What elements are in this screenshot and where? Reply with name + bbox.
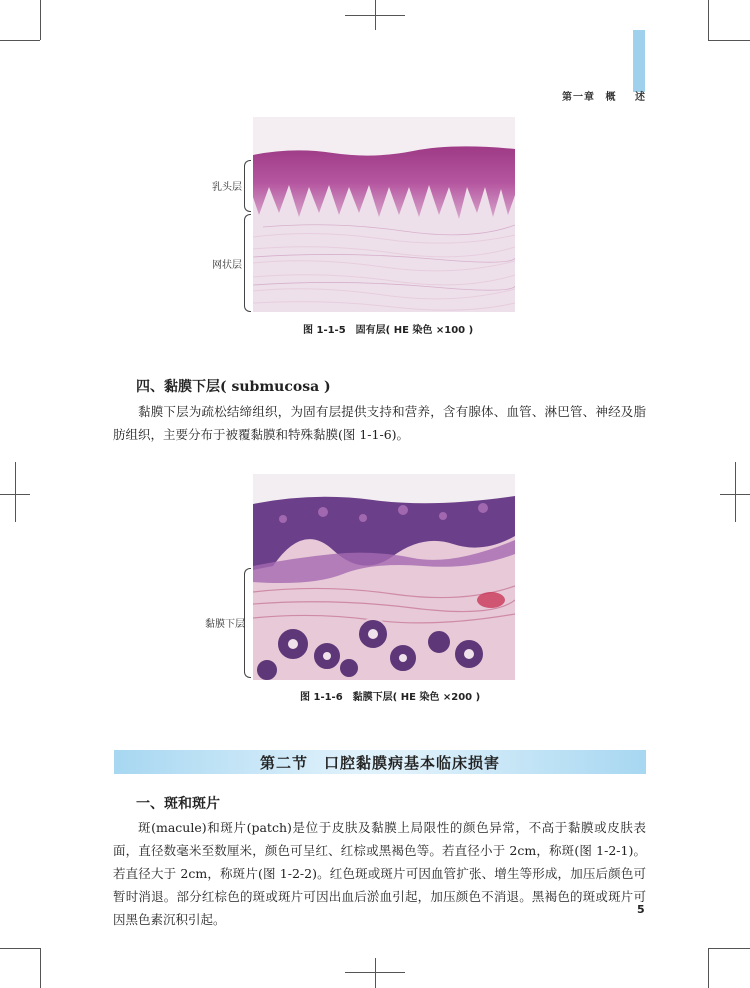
crop-mark (375, 958, 376, 988)
reticular-layer-label: 网状层 (212, 260, 242, 271)
running-header (556, 88, 646, 103)
reticular-layer-bracket (244, 214, 251, 312)
crop-mark (40, 0, 41, 40)
chapter-title-part1: 概 (605, 92, 617, 103)
figure-1-1-6-micrograph (253, 474, 515, 680)
section-heading-submucosa: 四、黏膜下层( submucosa ) (136, 379, 331, 395)
crop-mark (708, 0, 709, 40)
chapter-tab-bar (633, 30, 645, 92)
crop-mark (40, 948, 41, 988)
chapter-number: 第一章 (562, 92, 596, 103)
section-heading-macule: 一、斑和斑片 (136, 796, 220, 812)
figure-1-1-5-micrograph (253, 117, 515, 312)
papillary-layer-label: 乳头层 (212, 182, 242, 193)
crop-mark (735, 462, 736, 522)
chapter-title-part2: 述 (635, 92, 646, 103)
submucosa-label: 黏膜下层 (205, 619, 245, 630)
crop-mark (708, 40, 750, 41)
section-title: 第二节 口腔黏膜病基本临床损害 (259, 753, 500, 772)
crop-mark (0, 494, 30, 495)
section-title-banner (114, 750, 646, 774)
crop-mark (708, 948, 709, 988)
crop-mark (345, 15, 405, 16)
crop-mark (720, 494, 750, 495)
crop-mark (708, 948, 750, 949)
crop-mark (345, 972, 405, 973)
figure-1-1-5-caption: 图 1-1-5 固有层( HE 染色 ×100 ) (303, 325, 474, 336)
paragraph-macule: 斑(macule)和斑片(patch)是位于皮肤及黏膜上局限性的颜色异常，不高于黏膜或皮肤表面，直径数毫米至数厘米，颜色可呈红、红棕或黑褐色等。若直径小于 2cm，称斑(图 1-2-1)。若直径大于 2cm，称斑片(图 1-2-2)。红色斑或斑片可因血管扩张、增生等形成，加压后颜色可暂时消退。部分红棕色的斑或斑片可因出血后淤血引起，加压颜色不消退。黑褐色的斑或斑片可因黑色素沉积引起。 (113, 820, 646, 927)
crop-mark (0, 40, 40, 41)
page-number: 5 (637, 903, 645, 916)
papillary-layer-bracket (244, 160, 251, 212)
submucosa-bracket (244, 568, 251, 678)
crop-mark (15, 462, 16, 522)
crop-mark (0, 948, 40, 949)
paragraph-submucosa: 黏膜下层为疏松结缔组织，为固有层提供支持和营养，含有腺体、血管、淋巴管、神经及脂肪组织，主要分布于被覆黏膜和特殊黏膜(图 1-1-6)。 (113, 404, 646, 442)
figure-1-1-6-caption: 图 1-1-6 黏膜下层( HE 染色 ×200 ) (300, 692, 481, 703)
